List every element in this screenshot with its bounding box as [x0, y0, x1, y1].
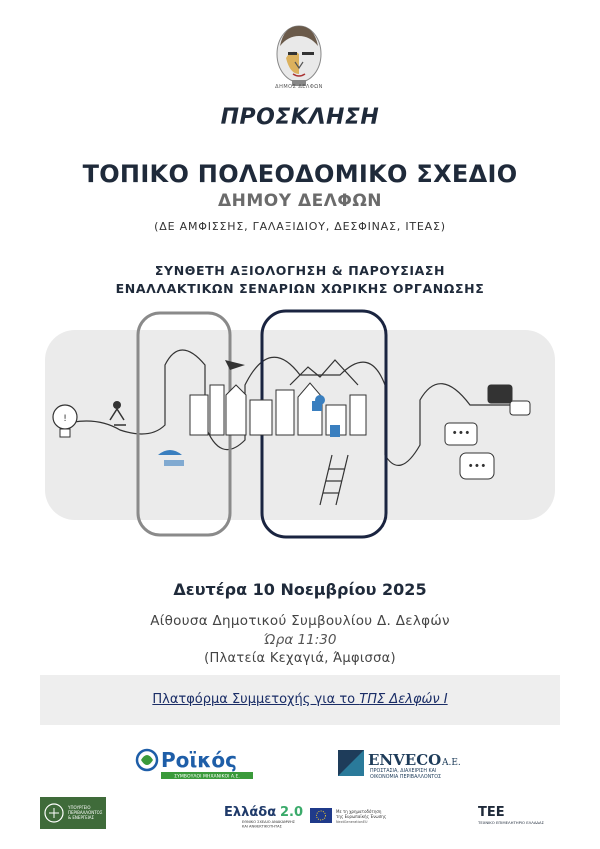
- subject-line-2: ΕΝΑΛΛΑΚΤΙΚΩΝ ΣΕΝΑΡΙΩΝ ΧΩΡΙΚΗΣ ΟΡΓΑΝΩΣΗΣ: [115, 281, 485, 296]
- ministry-line-1: ΥΠΟΥΡΓΕΙΟ: [68, 805, 91, 810]
- municipality-logo-caption: ΔΗΜΟΣ ΔΕΛΦΩΝ: [275, 84, 323, 90]
- ministry-line-2: ΠΕΡΙΒΑΛΛΟΝΤΟΣ: [68, 810, 103, 815]
- event-venue: Αίθουσα Δημοτικού Συμβουλίου Δ. Δελφών: [150, 613, 450, 629]
- ministry-line-3: & ΕΝΕΡΓΕΙΑΣ: [68, 815, 95, 820]
- event-place: (Πλατεία Κεχαγιά, Άμφισσα): [204, 651, 396, 666]
- platform-link-emphasis: ΤΠΣ Δελφών Ι: [359, 692, 448, 707]
- greece20-subtitle-1: ΕΘΝΙΚΟ ΣΧΕΔΙΟ ΑΝΑΚΑΜΨΗΣ: [242, 820, 295, 824]
- municipality-logo: [262, 18, 336, 94]
- eu-text-3: NextGenerationEU: [336, 820, 368, 824]
- event-date: Δευτέρα 10 Νοεμβρίου 2025: [173, 580, 427, 599]
- tee-subtitle: ΤΕΧΝΙΚΟ ΕΠΙΜΕΛΗΤΗΡΙΟ ΕΛΛΑΔΑΣ: [478, 820, 545, 825]
- enveco-subtitle-1: ΠΡΟΣΤΑΣΙΑ, ΔΙΑΧΕΙΡΙΣΗ ΚΑΙ: [370, 769, 437, 774]
- planning-illustration: [40, 305, 560, 545]
- greece-2-0-logo: [222, 800, 310, 830]
- svg-text:!: !: [63, 414, 67, 424]
- municipality-name: ΔΗΜΟΥ ΔΕΛΦΩΝ: [217, 191, 383, 211]
- svg-text:• • •: • • •: [468, 462, 486, 470]
- greece20-subtitle-2: ΚΑΙ ΑΝΘΕΚΤΙΚΟΤΗΤΑΣ: [242, 824, 282, 829]
- svg-text:• • •: • • •: [452, 429, 470, 437]
- platform-link-text: Πλατφόρμα Συμμετοχής για το: [152, 692, 360, 707]
- participation-platform-link[interactable]: [40, 692, 560, 707]
- greece20-text: Ελλάδα: [224, 805, 277, 820]
- subject-line-1: ΣΥΝΘΕΤΗ ΑΞΙΟΛΟΓΗΣΗ & ΠΑΡΟΥΣΙΑΣΗ: [154, 263, 446, 278]
- plan-title: ΤΟΠΙΚΟ ΠΟΛΕΟΔΟΜΙΚΟ ΣΧΕΔΙΟ: [82, 160, 518, 188]
- invitation-heading: ΠΡΟΣΚΛΗΣΗ: [220, 105, 380, 130]
- enveco-suffix: Α.Ε.: [442, 758, 461, 768]
- municipal-units: (ΔΕ ΑΜΦΙΣΣΗΣ, ΓΑΛΑΞΙΔΙΟΥ, ΔΕΣΦΙΝΑΣ, ΙΤΕΑΣ): [154, 220, 446, 233]
- roikos-logo: [135, 745, 255, 781]
- enveco-name: ENVECO: [368, 751, 442, 769]
- tee-name: ΤΕΕ: [478, 805, 505, 820]
- platform-box: [40, 675, 560, 725]
- roikos-subtitle: ΣΥΜΒΟΥΛΟΙ ΜΗΧΑΝΙΚΟΙ Α.Ε.: [174, 774, 240, 780]
- tee-logo: [478, 802, 560, 828]
- roikos-name: Ροϊκός: [161, 748, 237, 772]
- eu-text-2: της Ευρωπαϊκής Ένωσης: [336, 814, 387, 819]
- eu-text-1: Με τη χρηματοδότηση: [336, 809, 382, 814]
- enveco-subtitle-2: ΟΙΚΟΝΟΜΙΑ ΠΕΡΙΒΑΛΛΟΝΤΟΣ: [370, 775, 442, 780]
- enveco-logo: [338, 748, 466, 782]
- ministry-environment-logo: [40, 797, 106, 829]
- event-time: Ώρα 11:30: [263, 632, 337, 648]
- greece20-number: 2.0: [280, 805, 304, 820]
- eu-funding-logo: [310, 806, 402, 826]
